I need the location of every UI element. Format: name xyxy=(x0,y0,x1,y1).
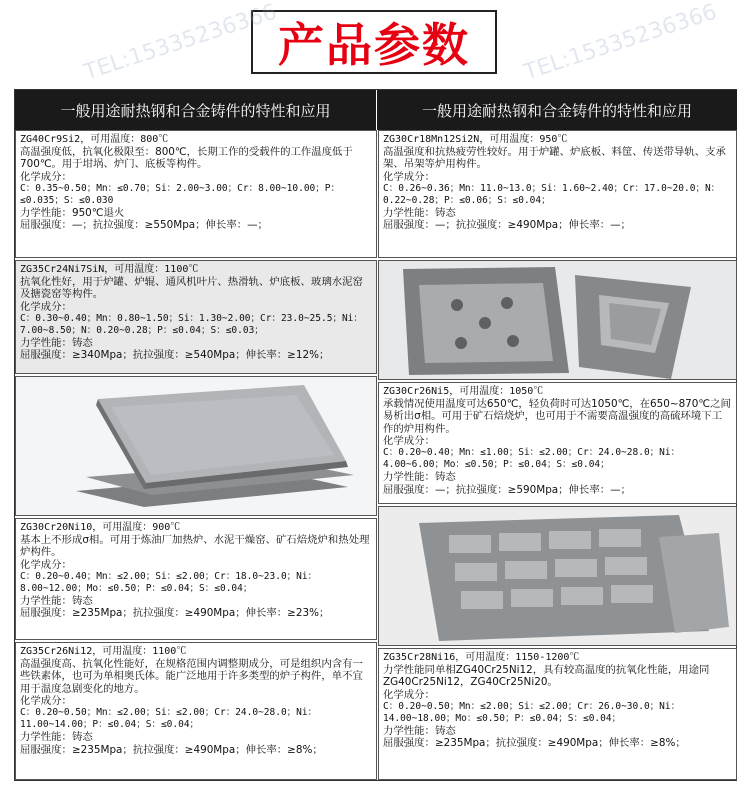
watermark: TEL:15335236366 xyxy=(81,0,280,86)
item-grade: ZG35Cr28Ni16，可用温度：1150-1200℃ xyxy=(383,652,580,663)
item-chem-label: 化学成分： xyxy=(383,170,435,183)
grid-casting-photo xyxy=(378,506,737,646)
item-properties: 屈服强度：≥340Mpa；抗拉强度：≥540Mpa；伸长率：≥12%； xyxy=(20,349,330,362)
item-mechanical-label: 力学性能：铸态 xyxy=(383,207,456,220)
item-chemistry: C：0.35~0.50；Mn：≤0.70；Si：2.00~3.00；Cr：8.00~10.00；P：≤0.035；S：≤0.030 xyxy=(20,182,340,207)
item-mechanical-label: 力学性能：950℃退火 xyxy=(20,207,125,220)
spec-item-zg35cr28ni16 xyxy=(378,648,737,780)
item-description: 高温强度高、抗氧化性能好，在规格范围内调整期成分，可是组织内含有一些铁素体，也可为单相奥氏体。能广泛地用于许多类型的炉子构件，单不宜用于温度急剧变化的地方。 xyxy=(20,658,363,695)
item-mechanical-label: 力学性能：铸态 xyxy=(383,725,456,738)
page-title: 产品参数 xyxy=(278,18,470,72)
item-mechanical-label: 力学性能：铸态 xyxy=(20,731,93,744)
title-frame xyxy=(251,10,497,74)
item-grade: ZG35Cr24Ni7SiN，可用温度：1100℃ xyxy=(20,264,199,275)
item-chemistry: C：0.20~0.40；Mn：≤2.00；Si：≤2.00；Cr：18.0~23.0；Ni：8.00~12.00；Mo：≤0.50；P：≤0.04；S：≤0.04； xyxy=(20,570,318,595)
item-mechanical-label: 力学性能：铸态 xyxy=(383,471,456,484)
watermark: TEL:15335236366 xyxy=(521,0,720,86)
item-properties: 屈服强度：≥235Mpa；抗拉强度：≥490Mpa；伸长率：≥8%； xyxy=(383,737,686,750)
item-grade: ZG30Cr20Ni10，可用温度：900℃ xyxy=(20,522,181,533)
item-grade: ZG30Cr18Mn12Si2N，可用温度：950℃ xyxy=(383,134,568,145)
item-chem-label: 化学成分： xyxy=(20,694,72,707)
item-chemistry: C：0.20~0.50；Mn：≤2.00；Si：≤2.00；Cr：26.0~30.0；Ni：14.00~18.00；Mo：≤0.50；P：≤0.04；S：≤0.04； xyxy=(383,700,681,725)
cast-plate-stack-photo xyxy=(15,376,377,516)
item-chemistry: C：0.30~0.40；Mn：0.80~1.50；Si：1.30~2.00；Cr：23.0~25.5；Ni：7.00~8.50；N：0.20~0.28；P：≤0.04；S：≤0.03； xyxy=(20,312,363,337)
item-grade: ZG35Cr26Ni12，可用温度：1100℃ xyxy=(20,646,187,657)
item-description: 高温强度和抗热疲劳性较好。用于炉罐、炉底板、料筐、传送带导轨、支承架、吊架等炉用构件。 xyxy=(383,146,726,171)
item-grade: ZG40Cr9Si2，可用温度：800℃ xyxy=(20,134,169,145)
spec-item-zg30cr18mn12si2n xyxy=(378,130,737,258)
item-description: 抗氧化性好，用于炉罐、炉辊、通风机叶片、热滑轨、炉底板、玻璃水泥窑及搪瓷窑等构件。 xyxy=(20,276,363,301)
item-chem-label: 化学成分： xyxy=(20,170,72,183)
spec-item-zg40cr9si2 xyxy=(15,130,377,258)
item-chem-label: 化学成分： xyxy=(383,688,435,701)
item-properties: 屈服强度：—；抗拉强度：≥590Mpa；伸长率：—； xyxy=(383,483,631,496)
item-properties: 屈服强度：—；抗拉强度：≥490Mpa；伸长率：—； xyxy=(383,219,631,232)
item-description: 基本上不形成σ相。可用于炼油厂加热炉、水泥干燥窑、矿石焙烧炉和热处理炉构件。 xyxy=(20,534,370,559)
item-description: 承载情况使用温度可达650℃，轻负荷时可达1050℃，在650~870℃之间易析出σ相。可用于矿石焙烧炉，也可用于不需要高温强度的高硫环境下工作的炉用构件。 xyxy=(383,398,731,435)
cast-frame-plates-photo xyxy=(378,260,737,380)
spec-sheet xyxy=(14,89,737,781)
item-mechanical-label: 力学性能：铸态 xyxy=(20,595,93,608)
item-chem-label: 化学成分： xyxy=(20,558,72,571)
item-properties: 屈服强度：—；抗拉强度：≥550Mpa；伸长率：—； xyxy=(20,219,268,232)
spec-item-zg30cr20ni10 xyxy=(15,518,377,640)
spec-item-zg30cr26ni5 xyxy=(378,382,737,504)
spec-item-zg35cr24ni7sin xyxy=(15,260,377,374)
item-grade: ZG30Cr26Ni5，可用温度：1050℃ xyxy=(383,386,544,397)
item-description: 高温强度低，抗氧化极限至：800℃，长期工作的受载件的工作温度低于700℃。用于坩埚、炉门、底板等构件。 xyxy=(20,146,353,171)
item-chemistry: C：0.20~0.50；Mn：≤2.00；Si：≤2.00；Cr：24.0~28.0；Ni：11.00~14.00；P：≤0.04；S：≤0.04； xyxy=(20,707,318,731)
title-bar xyxy=(0,0,750,86)
item-chemistry: C：0.26~0.36；Mn：11.0~13.0；Si：1.60~2.40；Cr：17.0~20.0；N：0.22~0.28；P：≤0.06；S：≤0.04； xyxy=(383,182,721,207)
column-header-right: 一般用途耐热钢和合金铸件的特性和应用 xyxy=(377,90,737,130)
item-chemistry: C：0.20~0.40；Mn：≤1.00；Si：≤2.00；Cr：24.0~28.0；Ni：4.00~6.00；Mo：≤0.50；P：≤0.04；S：≤0.04； xyxy=(383,447,681,471)
spec-item-zg35cr26ni12 xyxy=(15,642,377,780)
item-properties: 屈服强度：≥235Mpa；抗拉强度：≥490Mpa；伸长率：≥8%； xyxy=(20,743,323,756)
item-mechanical-label: 力学性能：铸态 xyxy=(20,337,93,350)
item-chem-label: 化学成分： xyxy=(20,300,72,313)
item-properties: 屈服强度：≥235Mpa；抗拉强度：≥490Mpa；伸长率：≥23%； xyxy=(20,607,330,620)
item-description: 力学性能同单相ZG40Cr25Ni12，具有较高温度的抗氧化性能，用途同ZG40Cr25Ni12，ZG40Cr25Ni20。 xyxy=(383,664,710,689)
item-chem-label: 化学成分： xyxy=(383,434,435,447)
column-header-left: 一般用途耐热钢和合金铸件的特性和应用 xyxy=(15,90,376,130)
